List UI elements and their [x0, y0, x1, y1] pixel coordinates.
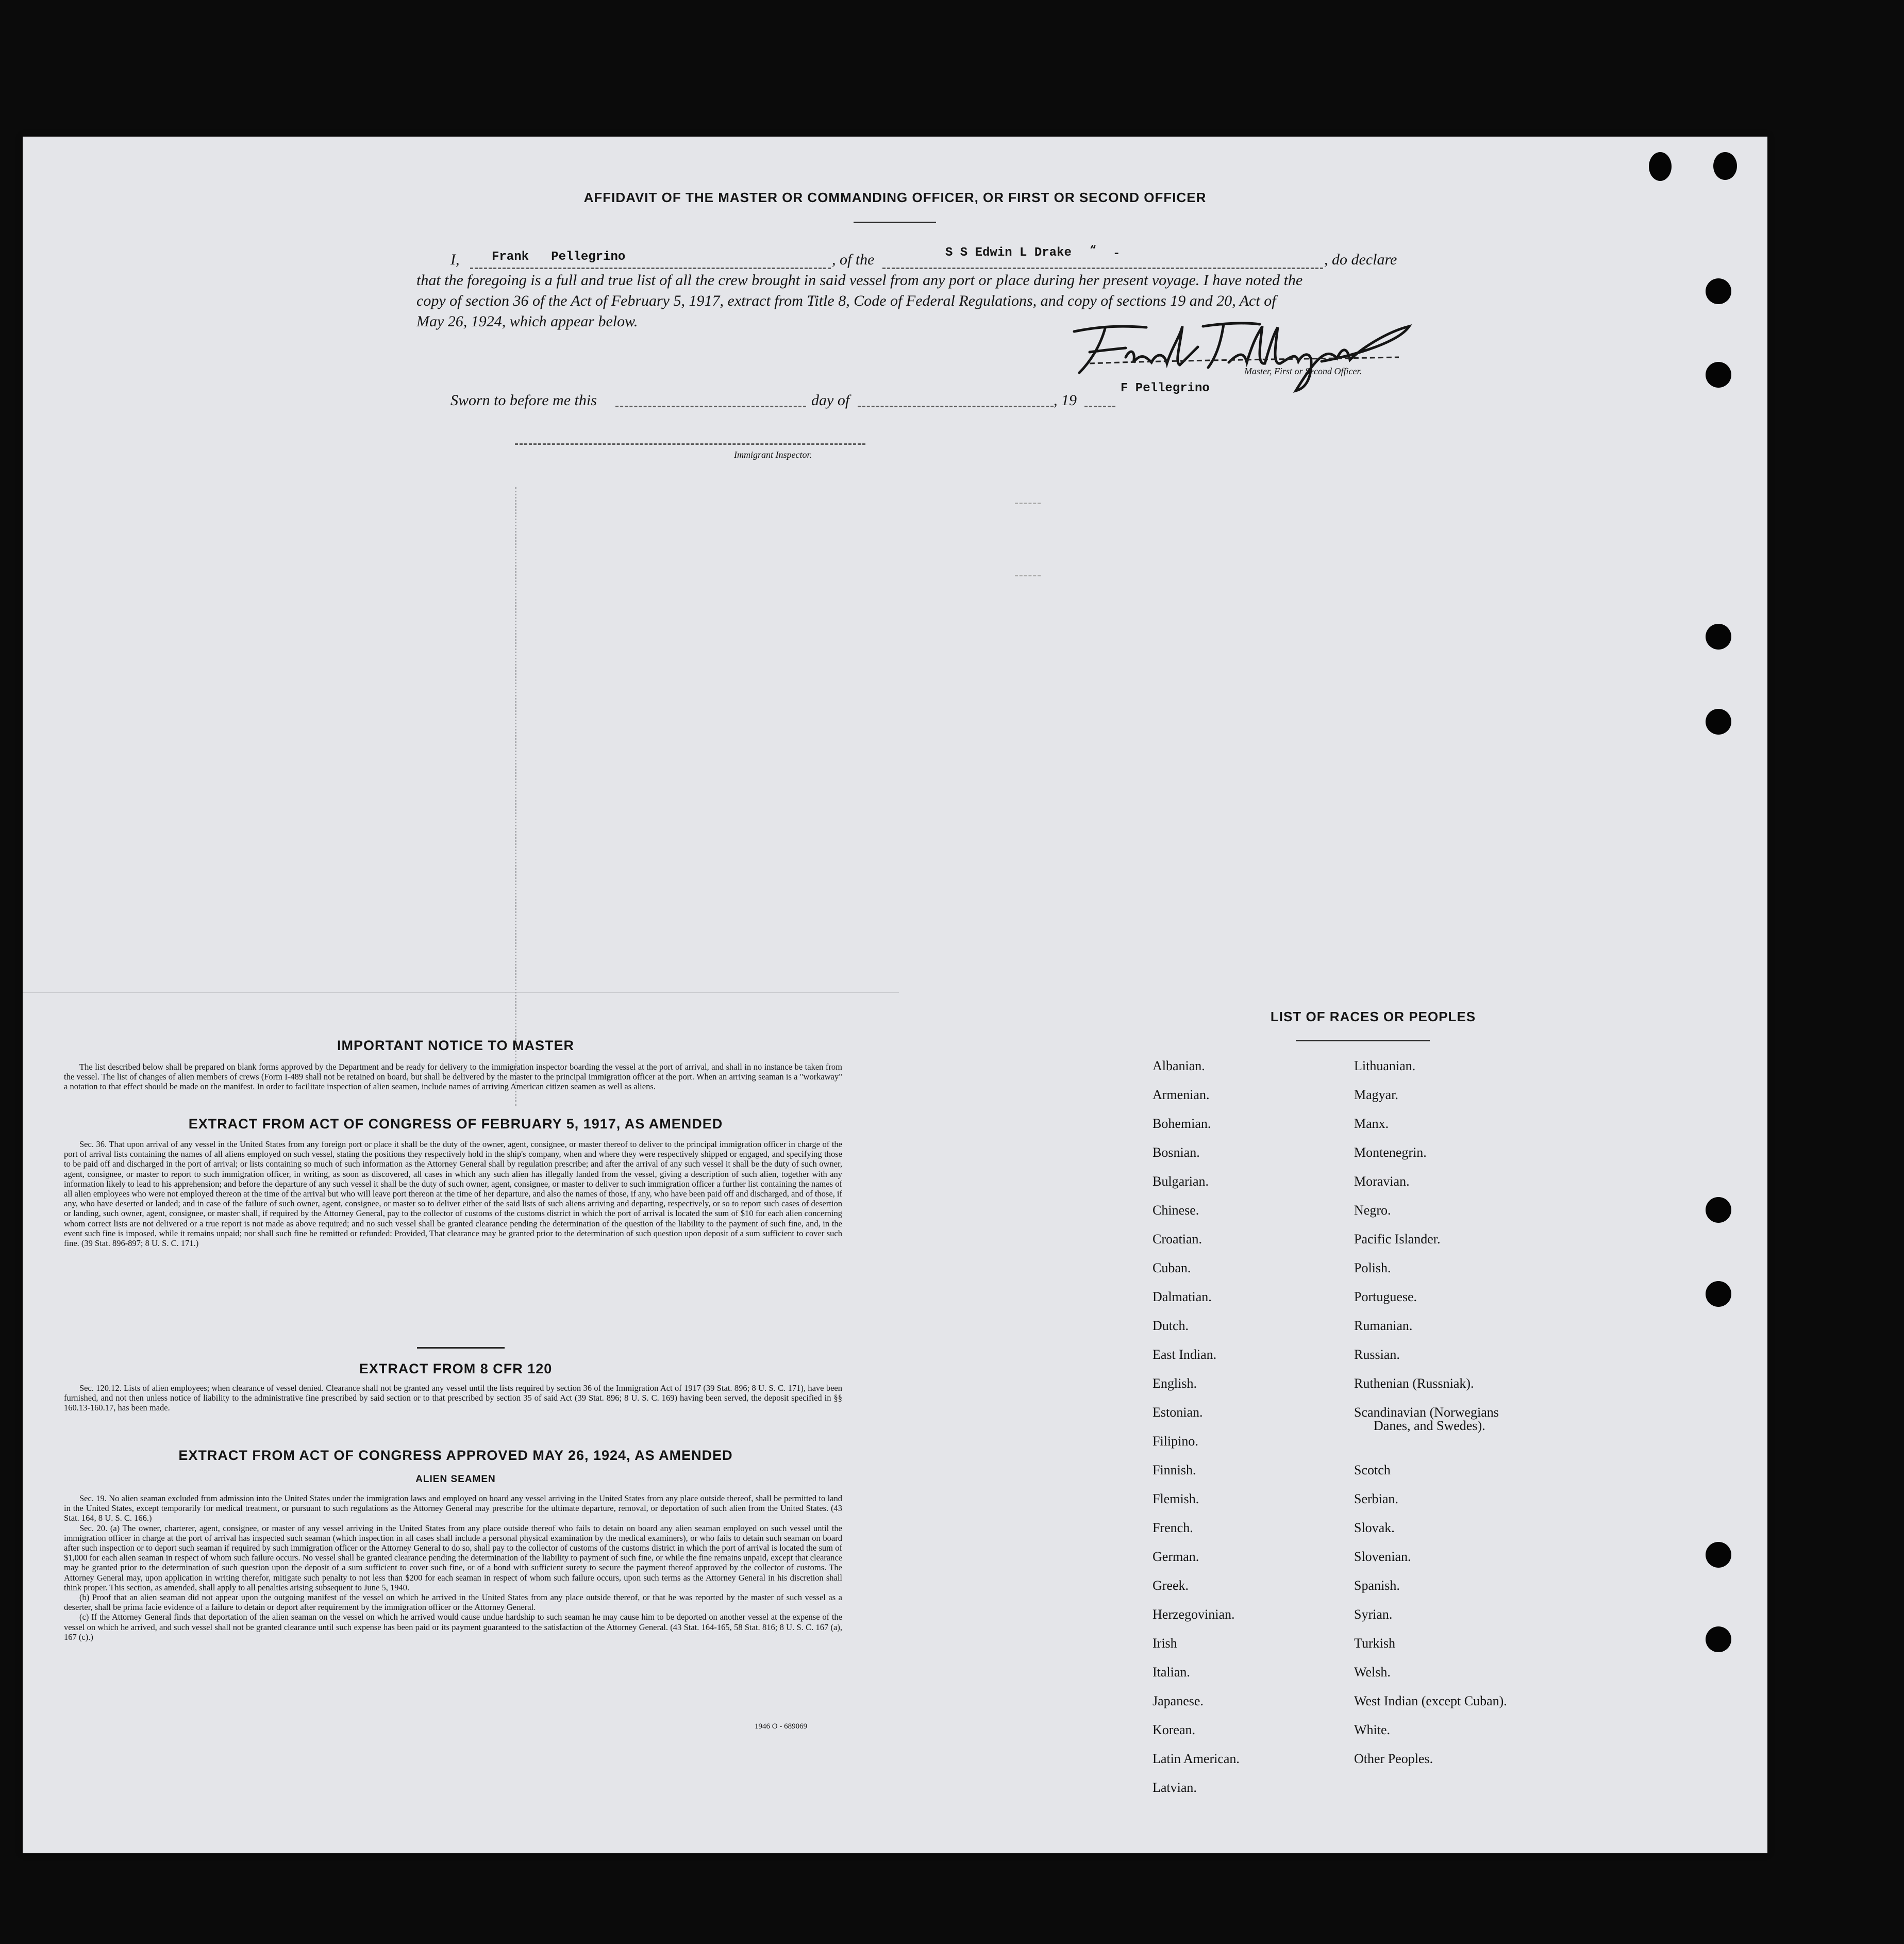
race-item: Dutch. — [1153, 1318, 1189, 1333]
race-item: Japanese. — [1153, 1693, 1204, 1708]
race-item: Montenegrin. — [1354, 1145, 1427, 1160]
race-item: East Indian. — [1153, 1347, 1217, 1362]
race-item: Greek. — [1153, 1578, 1189, 1593]
title-rule — [854, 222, 936, 223]
extract-1924-title: EXTRACT FROM ACT OF CONGRESS APPROVED MAY 26, 1924, AS AMENDED — [178, 1448, 733, 1463]
scan-mark — [1015, 503, 1041, 506]
year-line — [1084, 406, 1115, 407]
race-item: White. — [1354, 1722, 1391, 1737]
extract-cfr-text — [64, 1383, 842, 1413]
section-20a-paragraph: Sec. 20. (a) The owner, charterer, agent, consignee, or master of any vessel arriving in the United States from any place outside thereof who fails to detain on board any alien seaman employed on such vessel until the immigration officer in charge at the port of arrival has inspected such seaman (which inspection in all cases shall include a personal physical examination by the medical examiners), or who fails to detain such seaman on board after such inspection or to deport such seaman if required by such immigration officer or the Attorney General to do so, shall pay to the collector of customs of the customs district in which the port of arrival is located the sum of $1,000 for each alien seaman in respect of whom such failure occurs. No vessel shall be granted clearance pending the determination of the liability to payment of such fine, or while the fine remains unpaid, except that clearance may be granted prior to the determination of such question upon the deposit of a sum sufficient to cover such fine, or of a bond with sufficient surety to secure the payment thereof approved by the collector of customs. The Attorney General may, upon application in writing therefor, mitigate such penalty to not less than $200 for each seaman in respect of whom such failure occurs, upon such terms as the Attorney General in his discretion shall think proper. This section, as amended, shall apply to all penalties arising subsequent to June 5, 1940. — [64, 1523, 842, 1592]
affidavit-body-line-1: that the foregoing is a full and true list of all the crew brought in said vessel from any port or place during her present voyage. I have noted the — [416, 272, 1303, 289]
vessel-mark: “ — [1090, 244, 1097, 257]
section-20b-paragraph: (b) Proof that an alien seaman did not appear upon the outgoing manifest of the vessel on which he arrived in the United States from any place outside thereof, or that he was reported by the master of such vessel as a deserter, shall be prima facie evidence of a failure to detain or deport after requirement by the immigration officer or the Attorney General. — [64, 1592, 842, 1613]
fold-line — [23, 992, 899, 993]
section-36-paragraph: Sec. 36. That upon arrival of any vessel in the United States from any foreign port or place it shall be the duty of the owner, agent, consignee, or master thereof to deliver to the principal immigration officer in charge of the port of arrival lists containing the names of all aliens employed on such vessel, stating the positions they respectively hold in the ship's company, when and where they were respectively shipped or engaged, and specifying those to be paid off and discharged in the port of arrival; or lists containing so much of such information as the Attorney General shall by regulation prescribe; and after the arrival of any such vessel it shall be the duty of such owner, agent, consignee, or master to report to such immigration officer, in writing, as soon as discovered, all cases in which any such alien has illegally landed from the vessel, giving a description of such alien, together with any information likely to lead to his apprehension; and before the departure of any such vessel it shall be the duty of such owner, agent, consignee, or master to deliver to such immigration officer a further list containing the names of all alien employees who were not employed thereon at the time of the arrival but who will leave port thereon at the time of her departure, and also the names of those, if any, who have been paid off and discharged, and of those, if any, who have deserted or landed; and in case of the failure of such owner, agent, consignee, or master so to deliver either of the said lists of such aliens arriving and departing, respectively, or so to report such cases of desertion or landing, such owner, agent, consignee, or master shall, if required by the Attorney General, pay to the collector of customs of the customs district in which the port of arrival is located the sum of $10 for each alien concerning whom correct lists are not delivered or a true report is not made as above required; and no such vessel shall be granted clearance pending the determination of the question of the liability to the payment of such fine, and, in the event such fine is imposed, while it remains unpaid; nor shall such fine be remitted or refunded: Provided, That clearance may be granted prior to the determination of such question upon deposit of a sum sufficient to cover such fine. (39 Stat. 896-897; 8 U. S. C. 171.) — [64, 1139, 842, 1249]
race-item: Finnish. — [1153, 1463, 1196, 1477]
vessel-field-line — [882, 268, 1323, 269]
race-item: Cuban. — [1153, 1260, 1191, 1275]
signature-caption: Master, First or Second Officer. — [1244, 366, 1362, 376]
race-item: Latin American. — [1153, 1751, 1240, 1766]
race-item: Polish. — [1354, 1260, 1391, 1275]
master-name-field[interactable]: Frank Pellegrino — [492, 250, 626, 264]
race-item: German. — [1153, 1549, 1199, 1564]
race-item: West Indian (except Cuban). — [1354, 1693, 1507, 1708]
document-page — [23, 137, 1767, 1853]
inspector-caption: Immigrant Inspector. — [734, 450, 812, 460]
section-19-paragraph: Sec. 19. No alien seaman excluded from admission into the United States under the immigration laws and employed on board any vessel arriving in the United States from any place outside thereof, shall be permitted to land in the United States, except temporarily for medical treatment, or pursuant to such regulations as the Attorney General may prescribe for the ultimate departure, removal, or deportation of such alien from the United States. (43 Stat. 164, 8 U. S. C. 166.) — [64, 1493, 842, 1523]
section-20c-paragraph: (c) If the Attorney General finds that deportation of the alien seaman on the vessel on which he arrived would cause undue hardship to such seaman he may cause him to be deported on another vessel at the expense of the vessel on which he arrived, and such vessel shall not be granted clearance until such expense has been paid or its payment guaranteed to the satisfaction of the Attorney General. (43 Stat. 164-165, 58 Stat. 816; 8 U. S. C. 167 (a), 167 (c).) — [64, 1612, 842, 1642]
extract-1917-text — [64, 1139, 842, 1248]
race-item: Welsh. — [1354, 1665, 1391, 1680]
sworn-month-line — [858, 406, 1054, 407]
race-item: Bulgarian. — [1153, 1174, 1209, 1189]
punch-hole — [1706, 1542, 1731, 1568]
race-item: Manx. — [1354, 1116, 1389, 1131]
race-item: Negro. — [1354, 1203, 1391, 1218]
race-item: Ruthenian (Russniak). — [1354, 1376, 1474, 1391]
section-rule — [417, 1347, 505, 1349]
scan-mark — [515, 487, 518, 1106]
race-item: Italian. — [1153, 1665, 1190, 1680]
scan-mark — [1015, 575, 1041, 578]
race-item: Filipino. — [1153, 1434, 1198, 1449]
race-item: Russian. — [1354, 1347, 1400, 1362]
race-item: Rumanian. — [1354, 1318, 1413, 1333]
race-item: Magyar. — [1354, 1087, 1398, 1102]
races-column-2 — [1354, 1052, 1507, 1773]
race-item: Herzegovinian. — [1153, 1607, 1235, 1622]
affidavit-title: AFFIDAVIT OF THE MASTER OR COMMANDING OFFICER, OR FIRST OR SECOND OFFICER — [583, 190, 1207, 205]
punch-hole — [1706, 278, 1731, 304]
race-item: Estonian. — [1153, 1405, 1203, 1420]
punch-hole — [1706, 1197, 1731, 1223]
race-item: Bohemian. — [1153, 1116, 1211, 1131]
race-item: Korean. — [1153, 1722, 1196, 1737]
punch-hole — [1706, 624, 1731, 650]
race-item: Chinese. — [1153, 1203, 1199, 1218]
notice-text — [64, 1062, 842, 1092]
typed-signature-name: F Pellegrino — [1121, 381, 1210, 395]
print-code: 1946 O - 689069 — [755, 1722, 808, 1731]
punch-hole — [1706, 1626, 1731, 1652]
i-label: I, — [450, 251, 460, 268]
race-item: Spanish. — [1354, 1578, 1400, 1593]
punch-hole — [1713, 152, 1737, 180]
race-item: Bosnian. — [1153, 1145, 1200, 1160]
race-item: Syrian. — [1354, 1607, 1393, 1622]
race-item: Albanian. — [1153, 1058, 1205, 1073]
race-item: Moravian. — [1354, 1174, 1410, 1189]
year-prefix: , 19 — [1054, 392, 1077, 409]
races-title: LIST OF RACES OR PEOPLES — [1270, 1009, 1476, 1024]
race-item: Flemish. — [1153, 1491, 1199, 1506]
race-item: French. — [1153, 1520, 1193, 1535]
race-item: Latvian. — [1153, 1780, 1197, 1795]
sworn-label: Sworn to before me this — [450, 392, 597, 409]
vessel-name-field[interactable]: S S Edwin L Drake — [945, 246, 1072, 260]
race-item: Dalmatian. — [1153, 1289, 1212, 1304]
extract-1917-title: EXTRACT FROM ACT OF CONGRESS OF FEBRUARY 5, 1917, AS AMENDED — [188, 1116, 723, 1132]
race-item: Scotch — [1354, 1463, 1391, 1477]
notice-paragraph: The list described below shall be prepared on blank forms approved by the Department and be ready for delivery to the immigration inspector boarding the vessel at the port of arrival, and shall in no instance be taken from the vessel. The list of changes of alien members of crews (Form I-489 shall not be retained on board, but shall be delivered by the master to the principal immigration officer at the port. When an arriving seaman is a "workaway" a notation to that effect should be made on the manifest. In order to facilitate inspection of alien seamen, include names of arriving American citizen seamen as well as aliens. — [64, 1062, 842, 1092]
races-title-rule — [1296, 1040, 1430, 1041]
affidavit-body-line-2: copy of section 36 of the Act of February 5, 1917, extract from Title 8, Code of Federal Regulations, and copy of sections 19 and 20, Act of — [416, 292, 1276, 309]
race-item: Slovak. — [1354, 1520, 1395, 1535]
race-item: Pacific Islander. — [1354, 1232, 1441, 1247]
race-item: Armenian. — [1153, 1087, 1210, 1102]
race-item: Croatian. — [1153, 1232, 1202, 1247]
race-item: Danes, and Swedes). — [1374, 1418, 1485, 1433]
of-the-label: , of the — [832, 251, 875, 268]
notice-title: IMPORTANT NOTICE TO MASTER — [337, 1038, 574, 1053]
race-item: Turkish — [1354, 1636, 1395, 1651]
inspector-signature-line — [515, 443, 865, 445]
punch-hole — [1706, 1281, 1731, 1307]
race-item: Scandinavian (Norwegians — [1354, 1405, 1499, 1420]
race-item: Other Peoples. — [1354, 1751, 1433, 1766]
race-item: Lithuanian. — [1354, 1058, 1416, 1073]
punch-hole — [1706, 709, 1731, 735]
race-item: English. — [1153, 1376, 1197, 1391]
race-item: Slovenian. — [1354, 1549, 1411, 1564]
name-field-line — [470, 268, 831, 269]
punch-hole — [1649, 152, 1672, 181]
section-120-12-paragraph: Sec. 120.12. Lists of alien employees; when clearance of vessel denied. Clearance shall not be granted any vessel until the lists required by section 36 of the Immigration Act of 1917 (39 Stat. 896; 8 U. S. C. 171), have been furnished, and not then unless notice of liability to the administrative fine prescribed by said section or to that prescribed by section 35 of said Act (39 Stat. 896; 8 U. S. C. 169) having been served, the deposit specified in §§ 160.13-160.17, has been made. — [64, 1383, 842, 1413]
race-item: Irish — [1153, 1636, 1177, 1651]
extract-1924-text — [64, 1493, 842, 1642]
day-of-label: day of — [811, 392, 850, 409]
punch-hole — [1706, 362, 1731, 388]
affidavit-body-line-3: May 26, 1924, which appear below. — [416, 313, 638, 330]
alien-seamen-subtitle: ALIEN SEAMEN — [415, 1474, 496, 1485]
race-item: Serbian. — [1354, 1491, 1398, 1506]
extract-cfr-title: EXTRACT FROM 8 CFR 120 — [359, 1361, 553, 1376]
race-item: Portuguese. — [1354, 1289, 1417, 1304]
races-column-1 — [1153, 1052, 1240, 1802]
sworn-date-line — [615, 406, 806, 407]
declare-label: , do declare — [1324, 251, 1397, 268]
vessel-dash: - — [1113, 247, 1121, 261]
